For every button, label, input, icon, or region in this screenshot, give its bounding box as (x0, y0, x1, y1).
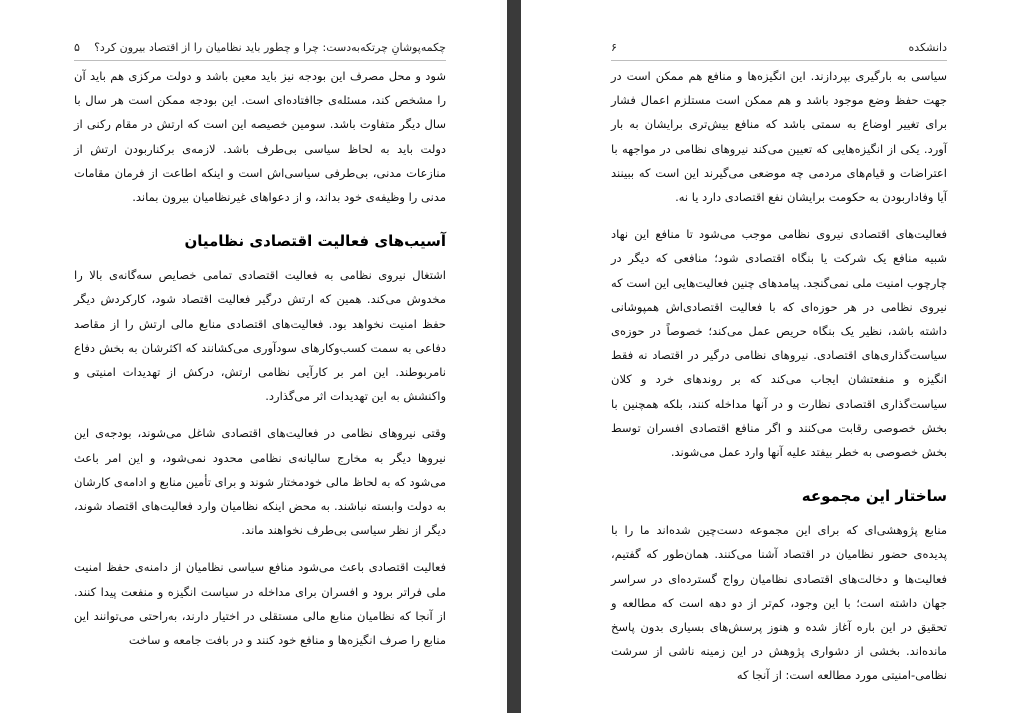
section-heading: آسیب‌های فعالیت اقتصادی نظامیان (184, 232, 446, 251)
paragraph: فعالیت اقتصادی باعث می‌شود منافع سیاسی نظامیان از دامنه‌ی حفظ امنیت ملی فراتر برود و افسران برای مداخله در سیاست انگیزه و منفعت پیدا کنند. از آنجا که نظامیان منابع مالی مستقلی در اختیار دارند، به‌راحتی می‌توانند این منابع را صرف انگیزه‌ها و منافع خود کنند و در بافت جامعه و ساخت (74, 560, 446, 648)
page-body (74, 64, 446, 652)
page-number: ۶ (611, 40, 617, 54)
paragraph: منابع پژوهشی‌ای که برای این مجموعه دست‌چین شده‌اند ما را با پدیده‌ی حضور نظامیان در اقتصاد آشنا می‌کنند. همان‌طور که گفتیم، فعالیت‌ها و دخالت‌های اقتصادی نظامیان رواج گسترده‌ای در سراسر جهان داشته است؛ با این وجود، کم‌تر از دو دهه است که مطالعه و تحقیق در این باره آغاز شده و هنوز پرسش‌های بسیاری بدون پاسخ مانده‌اند. بخشی از دشواری پژوهش در این زمینه ناشی از سرشت نظامی-امنیتی مورد مطالعه است: از آنجا که (611, 523, 947, 683)
book-gutter (507, 0, 521, 713)
paragraph: شود و محل مصرف این بودجه نیز باید معین باشد و دولت مرکزی هم باید آن را مشخص کند، مسئله‌ی جاافتاده‌ای است. این بودجه ممکن است هر سال با سال دیگر متفاوت باشد. سومین خصیصه این است که ارتش در مقام رکنی از دولت باید به لحاظ سیاسی بی‌طرف باشد. لازمه‌ی برکناربودن ارتش از منازعات مدنی، بی‌طرفی سیاسی‌اش است و اینکه اطاعت از فرمان مقامات مدنی را وظیفه‌ی خود بداند، و از دعواهای غیرنظامیان بیرون بماند. (74, 69, 446, 205)
running-title: دانشکده (908, 40, 947, 54)
page-header (74, 38, 446, 61)
paragraph: وقتی نیروهای نظامی در فعالیت‌های اقتصادی شاغل می‌شوند، بودجه‌ی این نیروها دیگر به مخارج سالیانه‌ی نظامی محدود نمی‌شود، و این امر باعث می‌شود که به لحاظ مالی خودمختار شوند و برای تأمین منابع و ادامه‌ی کارشان به دولت وابسته نباشند. به محض اینکه نظامیان وارد فعالیت‌های اقتصاد شوند، دیگر از نظر سیاسی بی‌طرف نخواهند ماند. (74, 426, 446, 538)
paragraph: فعالیت‌های اقتصادی نیروی نظامی موجب می‌شود تا منافع این نهاد شبیه منافع یک شرکت یا بنگاه اقتصادی شود؛ منافعی که دیگر در چارچوب امنیت ملی نمی‌گنجد. پیامدهای چنین فعالیت‌هایی این است که نیروی نظامی در هر حوزه‌ای که با فعالیت اقتصادی‌اش همپوشانی داشته باشد، نظیر یک بنگاه حریص عمل می‌کند؛ خصوصاً در حوزه‌ی سیاست‌گذاری‌های اقتصادی. نیروهای نظامی درگیر در اقتصاد نه فقط انگیزه و منفعتشان ایجاب می‌کند که بر روندهای خرد و کلان سیاست‌گذاری اقتصادی نظارت و در آنها مداخله کنند، بلکه همچنین با بخش خصوصی رقابت می‌کنند و اگر منافع اقتصادی افسران توسط بخش خصوصی به خطر بیفتد علیه آنها وارد عمل می‌شوند. (611, 227, 947, 460)
page-body (611, 64, 947, 688)
paragraph: اشتغال نیروی نظامی به فعالیت اقتصادی تمامی خصایص سه‌گانه‌ی بالا را مخدوش می‌کند. همین که ارتش درگیر فعالیت اقتصاد شود، کارکردش دیگر حفظ امنیت نخواهد بود. فعالیت‌های اقتصادی منابع مالی ارتش را از مقاصد دفاعی به سمت کسب‌وکارهای سودآوری می‌کشانند که اکثرشان به بخش دفاع نامربوطند. این امر بر کارآیی نظامی ارتش، درکش از تهدیدات امنیتی و واکنشش به این تهدیدات اثر می‌گذارد. (74, 268, 446, 404)
right-page (521, 0, 1024, 713)
section-heading: ساختار این مجموعه (801, 487, 947, 506)
page-number: ۵ (74, 40, 80, 54)
running-title: چکمه‌پوشانِ چرتکه‌به‌دست: چرا و چطور باید نظامیان را از اقتصاد بیرون کرد؟ (94, 40, 446, 54)
page-header (611, 38, 947, 61)
left-page (0, 0, 507, 713)
paragraph: سیاسی به بارگیری بپردازند. این انگیزه‌ها و منافع هم ممکن است در جهت حفظ وضع موجود باشد و هم ممکن است مستلزم اعمال فشار برای تغییر اوضاع به سمتی باشد که منافع بیش‌تری برایشان به بار آورد. یکی از انگیزه‌هایی که تعیین می‌کند نیروهای نظامی در مواجهه با اعتراضات و قیام‌های مردمی چه موضعی می‌گیرند این است که ببینند آیا وفاداربودن به حکومت برایشان نفع اقتصادی دارد یا نه. (611, 69, 947, 205)
